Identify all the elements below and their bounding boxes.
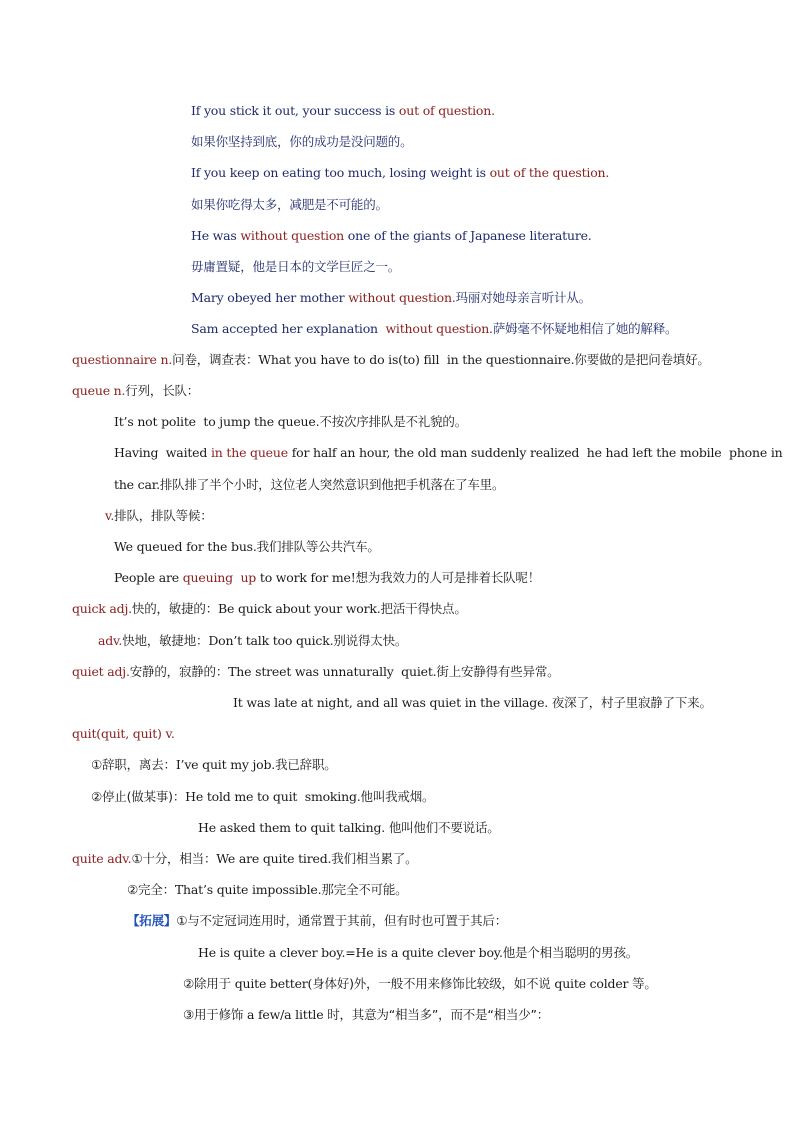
text-segment: quite better( [234, 976, 313, 991]
text-segment: 我已辞职。 [275, 757, 337, 772]
text-segment: If you keep on eating too much, losing weight is [191, 165, 490, 180]
text-segment: 如果你坚持到底，你的成功是没问题的。 [191, 134, 413, 149]
text-line [114, 538, 380, 556]
text-segment: 他叫他们不要说话。 [388, 820, 500, 835]
text-segment: 排队，排队等候： [114, 508, 213, 523]
text-segment: Sam accepted her explanation [191, 321, 386, 336]
text-segment: one of the giants of Japanese literature. [344, 228, 592, 243]
text-line [191, 102, 495, 120]
text-segment: ②完全： [127, 882, 175, 897]
text-segment: Be quick about your work. [218, 601, 381, 616]
text-segment: 行列，长队： [125, 383, 200, 398]
text-segment: 萨姆毫不怀疑地相信了她的解释。 [492, 321, 678, 336]
text-line [191, 196, 388, 214]
text-segment: questionnaire n. [72, 352, 173, 367]
text-segment: 安静的，寂静的： [129, 664, 229, 679]
text-segment: 他是个相当聪明的男孩。 [502, 945, 639, 960]
text-line [198, 819, 500, 837]
text-segment: without question [240, 228, 345, 243]
text-segment: 街上安静得有些异常。 [436, 664, 560, 679]
text-line [191, 164, 609, 182]
text-segment: We queued for the bus. [114, 539, 257, 554]
text-line [127, 881, 407, 899]
text-line [191, 258, 400, 276]
text-segment: to work for me! [256, 570, 356, 585]
text-segment: 把活干得快点。 [380, 601, 467, 616]
text-segment: 他叫我戒烟。 [360, 789, 435, 804]
text-segment: He told me to quit smoking. [185, 789, 361, 804]
text-segment: ③用于修饰 [183, 1007, 247, 1022]
text-segment: quiet adj. [72, 664, 130, 679]
text-segment: 你要做的是把问卷填好。 [574, 352, 710, 367]
text-segment: 时，其意为“相当多”，而不是“相当少”： [327, 1007, 550, 1022]
text-line [72, 725, 175, 743]
text-line [72, 850, 417, 868]
text-segment: Having waited [114, 445, 211, 460]
text-segment: He asked them to quit talking. [198, 820, 389, 835]
text-line [191, 289, 591, 307]
text-segment: 想为我效力的人可是排着长队呢！ [355, 570, 541, 585]
text-segment: 那完全不可能。 [321, 882, 408, 897]
text-segment: ①与不定冠词连用时，通常置于其前，但有时也可置于其后： [176, 913, 508, 928]
text-segment: 等。 [632, 976, 657, 991]
text-segment: He was [191, 228, 241, 243]
text-segment: That’s quite impossible. [174, 882, 322, 897]
text-line [191, 320, 677, 338]
text-segment: quite adv. [72, 851, 132, 866]
text-segment: The street was unnaturally quiet. [228, 664, 437, 679]
text-line [98, 632, 407, 650]
text-segment: ②停止(做某事)： [91, 789, 186, 804]
text-segment: 身体好)外，一般不用来修饰比较级，如不说 [312, 976, 555, 991]
text-segment: without question. [348, 290, 456, 305]
text-segment: out of question. [398, 103, 495, 118]
text-segment: 如果你吃得太多，减肥是不可能的。 [191, 197, 388, 212]
text-line [91, 788, 434, 806]
text-line [91, 756, 337, 774]
text-line [183, 975, 657, 993]
text-segment: 我们排队等公共汽车。 [256, 539, 380, 554]
text-segment: We are quite tired. [216, 851, 332, 866]
text-segment: for half an hour, the old man suddenly realized he had left the mobile phone in [287, 445, 783, 460]
text-segment: 快的，敏捷的： [131, 601, 219, 616]
text-line [72, 663, 559, 681]
text-segment: v. [105, 508, 115, 523]
text-line [114, 476, 504, 494]
text-segment: 问卷，调查表： [172, 352, 259, 367]
text-segment: 排队排了半个小时，这位老人突然意识到他把手机落在了车里。 [159, 477, 505, 492]
text-segment: queuing up [182, 570, 257, 585]
text-segment: It’s not polite to jump the queue. [114, 414, 320, 429]
text-segment: queue n. [72, 383, 126, 398]
text-segment: quit(quit, quit) v. [72, 726, 175, 741]
text-segment: I’ve quit my job. [175, 757, 276, 772]
text-segment: People are [114, 570, 183, 585]
text-line [191, 133, 412, 151]
text-line [233, 694, 712, 712]
text-line [72, 382, 199, 400]
text-segment: without question. [385, 321, 493, 336]
text-segment: Mary obeyed her mother [191, 290, 349, 305]
text-segment: adv. [98, 633, 123, 648]
text-segment: 我们相当累了。 [331, 851, 418, 866]
text-segment: If you stick it out, your success is [191, 103, 399, 118]
text-line [198, 944, 638, 962]
text-segment: What you have to do is(to) fill in the questionnaire. [258, 352, 575, 367]
text-segment: ②除用于 [183, 976, 235, 991]
text-segment: 【拓展】 [127, 913, 177, 928]
text-segment: 玛丽对她母亲言听计从。 [455, 290, 591, 305]
text-segment: 快地，敏捷地： [122, 633, 209, 648]
text-line [72, 600, 467, 618]
text-line [114, 569, 540, 587]
text-segment: 别说得太快。 [333, 633, 408, 648]
text-segment: It was late at night, and all was quiet in the village. [233, 695, 552, 710]
text-segment: in the queue [210, 445, 288, 460]
text-segment: ①十分，相当： [131, 851, 217, 866]
text-segment: quick adj. [72, 601, 132, 616]
text-segment: quite colder [554, 976, 633, 991]
text-segment: He is quite a clever boy.=He is a quite clever boy. [198, 945, 503, 960]
text-segment: 毋庸置疑，他是日本的文学巨匠之一。 [191, 259, 401, 274]
text-line [105, 507, 213, 525]
text-line [114, 444, 782, 462]
text-line [191, 227, 592, 245]
text-segment: 夜深了，村子里寂静了下来。 [551, 695, 712, 710]
text-segment: Don’t talk too quick. [208, 633, 334, 648]
text-segment: 不按次序排队是不礼貌的。 [319, 414, 467, 429]
text-line [127, 912, 507, 930]
text-segment: ①辞职，离去： [91, 757, 176, 772]
text-segment: out of the question. [489, 165, 610, 180]
text-segment: the car. [114, 477, 160, 492]
text-line [114, 413, 467, 431]
text-line [72, 351, 710, 369]
text-segment: a few/a little [246, 1007, 328, 1022]
text-line [183, 1006, 549, 1024]
